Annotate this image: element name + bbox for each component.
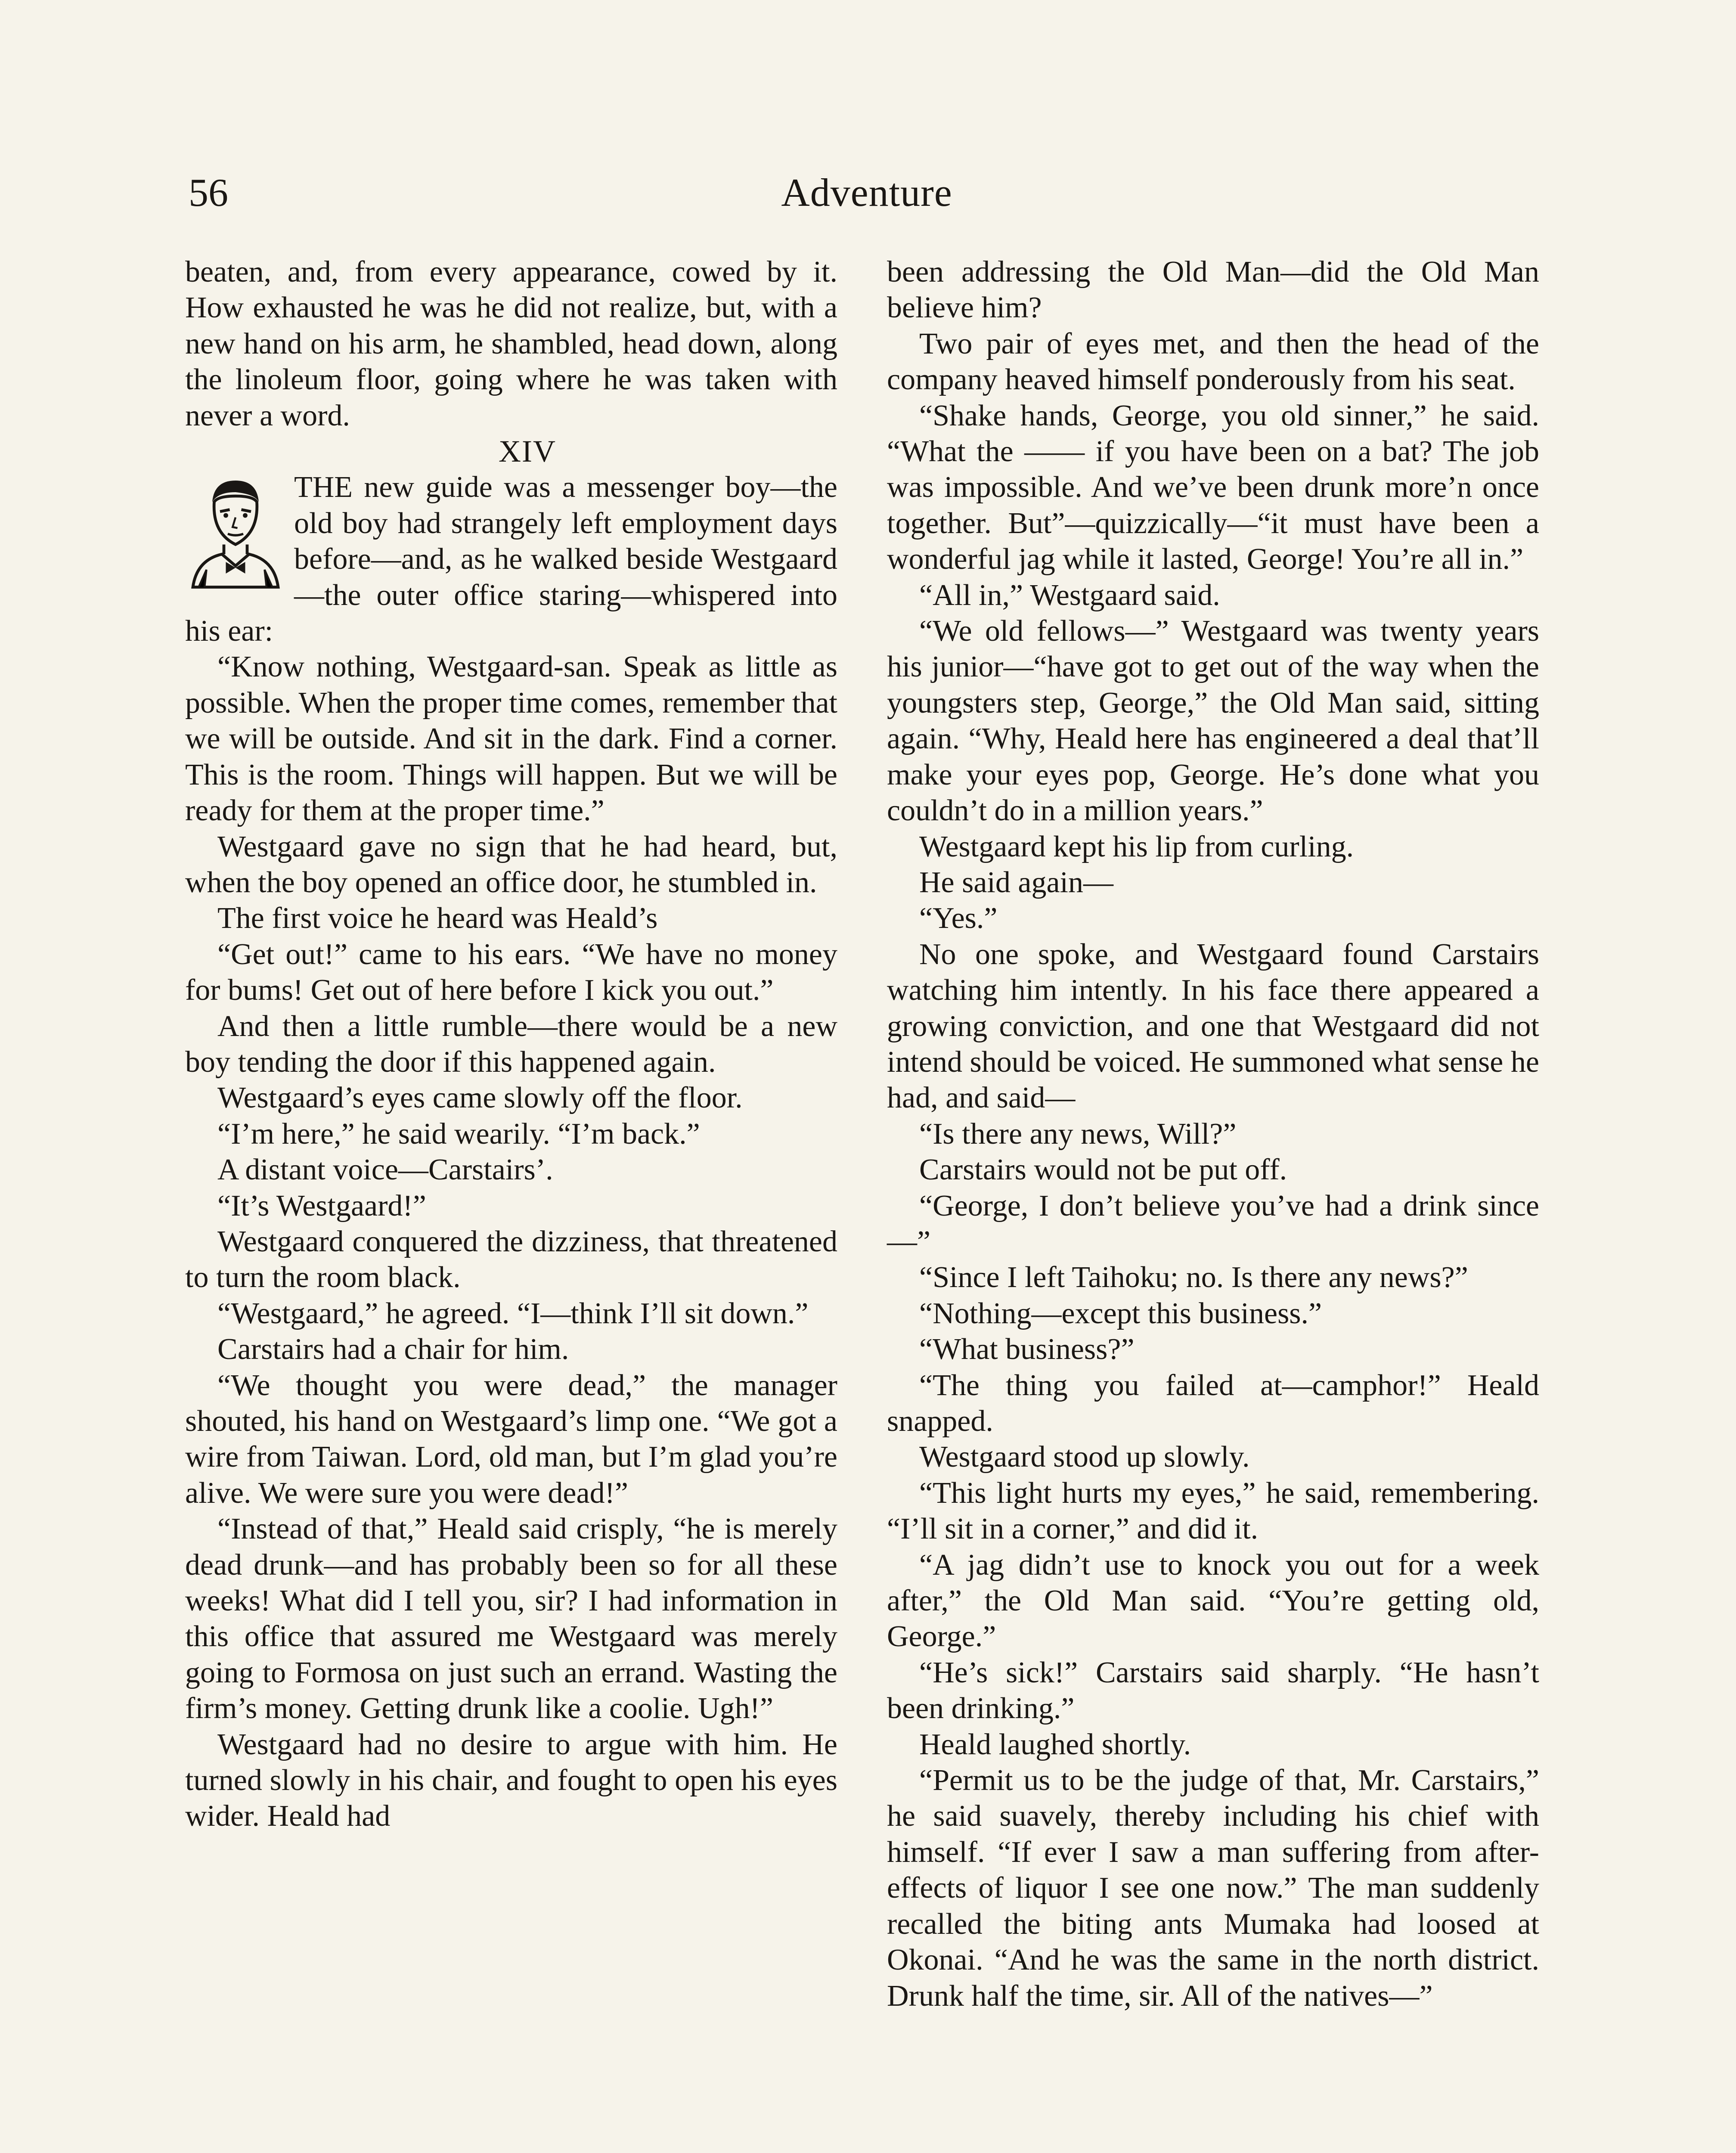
paragraph: “Know nothing, Westgaard-san. Speak as little as possible. When the proper time comes, remember that we will be outside. And sit in the dark. Find a corner. This is the room. Things will happen. But we will be ready for them at the proper time.” xyxy=(185,650,837,828)
paragraph: “He’s sick!” Carstairs said sharply. “He hasn’t been drinking.” xyxy=(887,1656,1539,1725)
paragraph: “I’m here,” he said wearily. “I’m back.” xyxy=(217,1117,700,1151)
opening-text: new guide was a messenger boy—the old boy had strangely left employment days before—and, as he walked beside Westgaard—the outer office staring—whispered into his ear: xyxy=(185,471,837,648)
paragraph: “It’s Westgaard!” xyxy=(217,1189,426,1222)
paragraph: “Westgaard,” he agreed. “I—think I’ll sit down.” xyxy=(217,1297,809,1330)
paragraph: And then a little rumble—there would be a new boy tending the door if this happened again. xyxy=(185,1009,837,1079)
paragraph: “Shake hands, George, you old sinner,” he said. “What the —— if you have been on a bat? The job was impossible. And we’ve been drunk more’n once together. But”—quizzically—“it must have been a wonderful jag while it lasted, George! You’re all in.” xyxy=(887,399,1539,576)
paragraph: Carstairs had a chair for him. xyxy=(217,1333,569,1366)
paragraph: No one spoke, and Westgaard found Carstairs watching him intently. In his face there appeared a growing conviction, and one that Westgaard did not intend should be voiced. He summoned what sense he had, and said— xyxy=(887,937,1539,1115)
paragraph: “The thing you failed at—camphor!” Heald snapped. xyxy=(887,1368,1539,1438)
running-title: Adventure xyxy=(781,171,952,214)
opening-paragraph xyxy=(185,469,837,649)
paragraph: Westgaard kept his lip from curling. xyxy=(919,830,1354,863)
paragraph: Westgaard conquered the dizziness, that threatened to turn the room black. xyxy=(185,1225,837,1294)
paragraph: “Get out!” came to his ears. “We have no money for bums! Get out of here before I kick you out.” xyxy=(185,937,837,1007)
paragraph: Carstairs would not be put off. xyxy=(919,1153,1287,1187)
paragraph: A distant voice—Carstairs’. xyxy=(217,1153,553,1187)
paragraph: “Is there any news, Will?” xyxy=(919,1117,1237,1151)
paragraph: Westgaard had no desire to argue with him. He turned slowly in his chair, and fought to open his eyes wider. Heald had xyxy=(185,1728,837,1833)
dropcap-word: THE xyxy=(294,471,353,504)
paragraph: “A jag didn’t use to knock you out for a week after,” the Old Man said. “You’re getting old, George.” xyxy=(887,1548,1539,1654)
paragraph: Westgaard’s eyes came slowly off the floor. xyxy=(217,1081,743,1115)
paragraph: “What business?” xyxy=(919,1333,1135,1366)
paragraph: “George, I don’t believe you’ve had a drink since—” xyxy=(887,1189,1539,1258)
man-portrait-icon xyxy=(185,473,282,589)
page-number: 56 xyxy=(189,171,228,214)
paragraph: “Since I left Taihoku; no. Is there any news?” xyxy=(919,1261,1468,1294)
right-column xyxy=(887,254,1539,2014)
page-header xyxy=(189,160,1545,225)
paragraph: “Yes.” xyxy=(919,902,998,935)
paragraph: Westgaard gave no sign that he had heard, but, when the boy opened an office door, he stumbled in. xyxy=(185,830,837,899)
paragraph: “Permit us to be the judge of that, Mr. Carstairs,” he said suavely, thereby including his chief with himself. “If ever I saw a man suffering from after-effects of liquor I see one now.” The man suddenly recalled the biting ants Mumaka had loosed at Okonai. “And he was the same in the north district. Drunk half the time, sir. All of the natives—” xyxy=(887,1764,1539,2013)
paragraph: Heald laughed shortly. xyxy=(919,1728,1191,1761)
left-column xyxy=(185,254,837,1834)
paragraph: Two pair of eyes met, and then the head of the company heaved himself ponderously from his seat. xyxy=(887,327,1539,397)
paragraph: beaten, and, from every appearance, cowed by it. How exhausted he was he did not realize, but, with a new hand on his arm, he shambled, head down, along the linoleum floor, going where he was taken with never a word. xyxy=(185,255,837,432)
paragraph: Westgaard stood up slowly. xyxy=(919,1440,1250,1474)
paragraph: He said again— xyxy=(919,866,1113,899)
paragraph: “We old fellows—” Westgaard was twenty years his junior—“have got to get out of the way when the youngsters step, George,” the Old Man said, sitting again. “Why, Heald here has engineered a deal that’ll make your eyes pop, George. He’s done what you couldn’t do in a million years.” xyxy=(887,614,1539,828)
paragraph: “We thought you were dead,” the manager shouted, his hand on Westgaard’s limp one. “We got a wire from Taiwan. Lord, old man, but I’m glad you’re alive. We were sure you were dead!” xyxy=(185,1368,837,1510)
paragraph: The first voice he heard was Heald’s xyxy=(217,902,658,935)
paragraph: “All in,” Westgaard said. xyxy=(919,578,1220,612)
paragraph: “Nothing—except this business.” xyxy=(919,1297,1322,1330)
paragraph: been addressing the Old Man—did the Old Man believe him? xyxy=(887,255,1539,325)
paragraph: “This light hurts my eyes,” he said, remembering. “I’ll sit in a corner,” and did it. xyxy=(887,1476,1539,1546)
section-heading: XIV xyxy=(499,434,556,469)
paragraph: “Instead of that,” Heald said crisply, “he is merely dead drunk—and has probably been so for all these weeks! What did I tell you, sir? I had information in this office that assured me Westgaard was merely going to Formosa on just such an errand. Wasting the firm’s money. Getting drunk like a coolie. Ugh!” xyxy=(185,1512,837,1725)
